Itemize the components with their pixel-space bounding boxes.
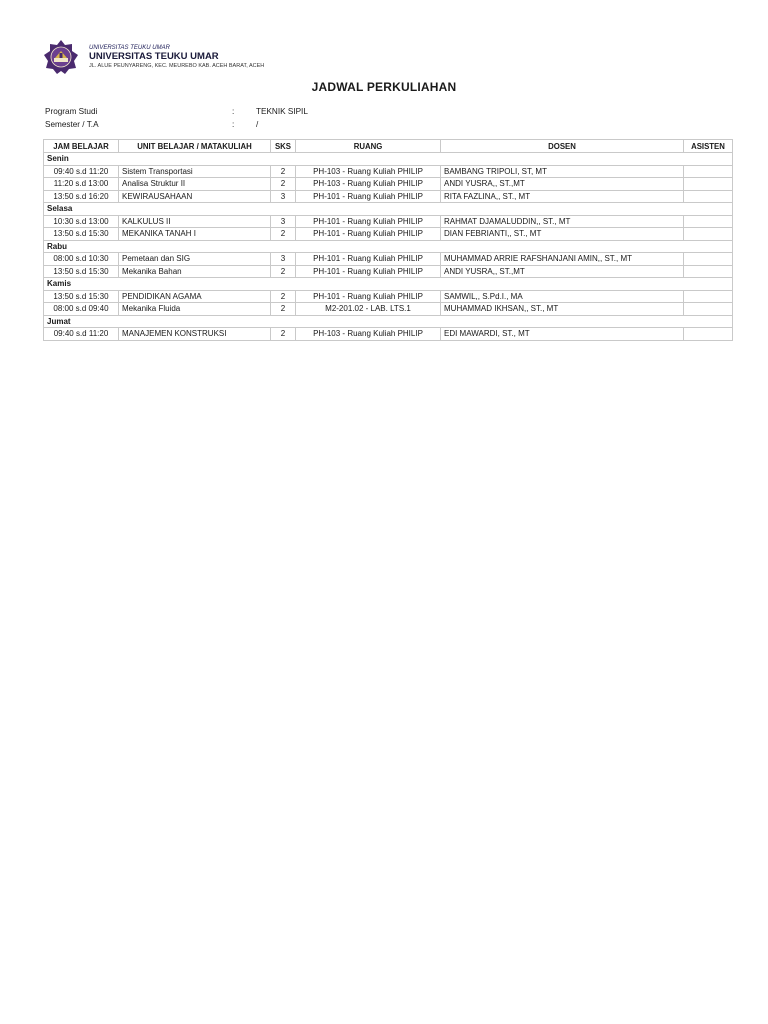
table-row: [44, 228, 733, 241]
day-name: Rabu: [44, 240, 733, 253]
dosen-cell: ANDI YUSRA,, ST.,MT: [441, 178, 684, 191]
program-label: Program Studi: [45, 107, 98, 116]
jam-belajar-cell: 11:20 s.d 13:00: [44, 178, 119, 191]
matakuliah-cell: Pemetaan dan SIG: [119, 253, 271, 266]
dosen-cell: SAMWIL,, S.Pd.I., MA: [441, 290, 684, 303]
jam-belajar-cell: 09:40 s.d 11:20: [44, 328, 119, 341]
table-header-row: [44, 140, 733, 153]
col-jam-belajar: JAM BELAJAR: [44, 140, 119, 153]
col-unit-belajar: UNIT BELAJAR / MATAKULIAH: [119, 140, 271, 153]
semester-row: [45, 118, 308, 131]
matakuliah-cell: MANAJEMEN KONSTRUKSI: [119, 328, 271, 341]
sks-cell: 2: [271, 178, 296, 191]
dosen-cell: BAMBANG TRIPOLI, ST, MT: [441, 165, 684, 178]
day-name: Kamis: [44, 278, 733, 291]
ruang-cell: PH-103 - Ruang Kuliah PHILIP: [296, 328, 441, 341]
table-row: [44, 165, 733, 178]
ruang-cell: PH-101 - Ruang Kuliah PHILIP: [296, 215, 441, 228]
table-row: [44, 190, 733, 203]
program-row: [45, 105, 308, 118]
ruang-cell: PH-101 - Ruang Kuliah PHILIP: [296, 290, 441, 303]
matakuliah-cell: Sistem Transportasi: [119, 165, 271, 178]
dosen-cell: MUHAMMAD IKHSAN,, ST., MT: [441, 303, 684, 316]
table-row: [44, 303, 733, 316]
letterhead: [43, 40, 264, 74]
jam-belajar-cell: 10:30 s.d 13:00: [44, 215, 119, 228]
sks-cell: 2: [271, 165, 296, 178]
asisten-cell: [684, 253, 733, 266]
sks-cell: 2: [271, 303, 296, 316]
program-value: TEKNIK SIPIL: [256, 107, 308, 116]
day-group-row: [44, 315, 733, 328]
asisten-cell: [684, 328, 733, 341]
asisten-cell: [684, 165, 733, 178]
sks-cell: 3: [271, 190, 296, 203]
sks-cell: 2: [271, 328, 296, 341]
ruang-cell: PH-101 - Ruang Kuliah PHILIP: [296, 228, 441, 241]
matakuliah-cell: KALKULUS II: [119, 215, 271, 228]
semester-value: /: [256, 120, 259, 129]
sks-cell: 2: [271, 228, 296, 241]
day-group-row: [44, 240, 733, 253]
jam-belajar-cell: 08:00 s.d 10:30: [44, 253, 119, 266]
col-sks: SKS: [271, 140, 296, 153]
ruang-cell: PH-101 - Ruang Kuliah PHILIP: [296, 190, 441, 203]
table-row: [44, 265, 733, 278]
matakuliah-cell: MEKANIKA TANAH I: [119, 228, 271, 241]
program-colon: :: [232, 107, 235, 116]
jam-belajar-cell: 09:40 s.d 11:20: [44, 165, 119, 178]
dosen-cell: RAHMAT DJAMALUDDIN,, ST., MT: [441, 215, 684, 228]
jam-belajar-cell: 13:50 s.d 15:30: [44, 290, 119, 303]
ruang-cell: PH-103 - Ruang Kuliah PHILIP: [296, 178, 441, 191]
table-row: [44, 178, 733, 191]
asisten-cell: [684, 178, 733, 191]
university-name: UNIVERSITAS TEUKU UMAR: [89, 51, 219, 62]
col-asisten: ASISTEN: [684, 140, 733, 153]
day-name: Senin: [44, 153, 733, 166]
ruang-cell: PH-101 - Ruang Kuliah PHILIP: [296, 265, 441, 278]
dosen-cell: MUHAMMAD ARRIE RAFSHANJANI AMIN,, ST., MT: [441, 253, 684, 266]
dosen-cell: EDI MAWARDI, ST., MT: [441, 328, 684, 341]
table-row: [44, 328, 733, 341]
asisten-cell: [684, 303, 733, 316]
asisten-cell: [684, 228, 733, 241]
semester-label: Semester / T.A: [45, 120, 99, 129]
table-row: [44, 290, 733, 303]
matakuliah-cell: KEWIRAUSAHAAN: [119, 190, 271, 203]
col-dosen: DOSEN: [441, 140, 684, 153]
asisten-cell: [684, 190, 733, 203]
sks-cell: 3: [271, 253, 296, 266]
day-group-row: [44, 153, 733, 166]
semester-colon: :: [232, 120, 235, 129]
sks-cell: 2: [271, 290, 296, 303]
day-name: Jumat: [44, 315, 733, 328]
schedule-table: [43, 139, 733, 341]
university-address: JL. ALUE PEUNYARENG, KEC. MEUREBO KAB. ACEH BARAT, ACEH: [89, 62, 265, 69]
dosen-cell: ANDI YUSRA,, ST.,MT: [441, 265, 684, 278]
matakuliah-cell: Mekanika Bahan: [119, 265, 271, 278]
dosen-cell: RITA FAZLINA,, ST., MT: [441, 190, 684, 203]
jam-belajar-cell: 13:50 s.d 15:30: [44, 265, 119, 278]
ruang-cell: M2-201.02 - LAB. LTS.1: [296, 303, 441, 316]
table-row: [44, 253, 733, 266]
page-title: JADWAL PERKULIAHAN: [311, 80, 457, 94]
matakuliah-cell: Mekanika Fluida: [119, 303, 271, 316]
schedule-body: [44, 153, 733, 341]
university-logo-icon: [43, 39, 79, 75]
program-info: [45, 105, 308, 131]
asisten-cell: [684, 290, 733, 303]
day-group-row: [44, 203, 733, 216]
table-row: [44, 215, 733, 228]
asisten-cell: [684, 215, 733, 228]
sks-cell: 2: [271, 265, 296, 278]
ruang-cell: PH-103 - Ruang Kuliah PHILIP: [296, 165, 441, 178]
matakuliah-cell: Analisa Struktur II: [119, 178, 271, 191]
day-group-row: [44, 278, 733, 291]
dosen-cell: DIAN FEBRIANTI,, ST., MT: [441, 228, 684, 241]
col-ruang: RUANG: [296, 140, 441, 153]
university-small-name: UNIVERSITAS TEUKU UMAR: [89, 45, 170, 51]
jam-belajar-cell: 13:50 s.d 16:20: [44, 190, 119, 203]
jam-belajar-cell: 08:00 s.d 09:40: [44, 303, 119, 316]
asisten-cell: [684, 265, 733, 278]
jam-belajar-cell: 13:50 s.d 15:30: [44, 228, 119, 241]
day-name: Selasa: [44, 203, 733, 216]
sks-cell: 3: [271, 215, 296, 228]
matakuliah-cell: PENDIDIKAN AGAMA: [119, 290, 271, 303]
ruang-cell: PH-101 - Ruang Kuliah PHILIP: [296, 253, 441, 266]
